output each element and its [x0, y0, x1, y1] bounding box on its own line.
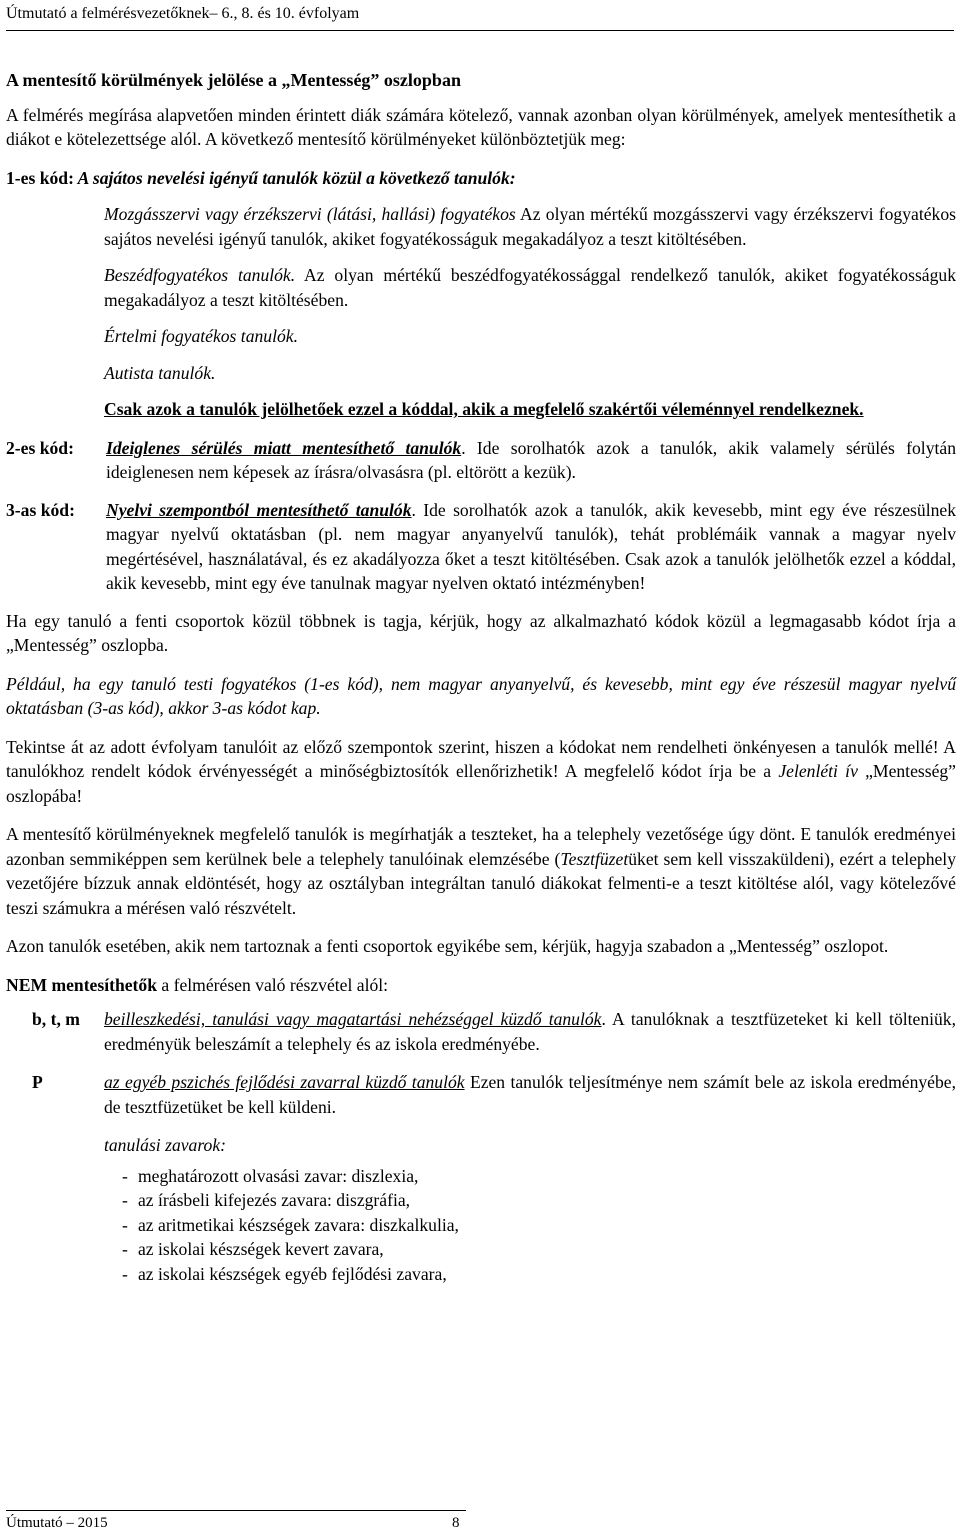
not-exempt-text: Ezen tanulók teljesítménye nem számít bele az iskola eredményébe, de tesztfüzetüket be kell küldeni. — [104, 1072, 956, 1117]
intro-text-2: A következő mentesítő körülményeket különböztetjük meg: — [201, 129, 626, 149]
review-text-italic: Jelenléti ív — [778, 761, 858, 781]
page-content — [6, 68, 956, 1286]
code-2-title: Ideiglenes sérülés miatt mentesíthető tanulók — [106, 437, 462, 458]
code-1-item-title: Értelmi fogyatékos tanulók. — [104, 326, 298, 346]
example-paragraph: Például, ha egy tanuló testi fogyatékos (1-es kód), nem magyar anyanyelvű, és kevesebb, mint egy éve részesül magyar nyelvű oktatásban (3-as kód), akkor 3-as kódot kap. — [6, 673, 956, 718]
intro-text-1: A felmérés megírása alapvetően minden érintett diák számára kötelező, vannak azonban olyan körülmények, amelyek mentesíthetik a diákot e kötelezettsége alól. — [6, 104, 956, 149]
code-1-title: A sajátos nevelési igényű tanulók közül a következő tanulók: — [73, 167, 516, 188]
not-exempt-code: P — [32, 1072, 43, 1092]
review-paragraph — [6, 735, 956, 809]
multiple-groups-paragraph: Ha egy tanuló a fenti csoportok közül többnek is tagja, kérjük, hogy az alkalmazható kódok közül a legmagasabb kódot írja a „Mentesség” oszlopba. — [6, 610, 956, 655]
not-exempt-item-p — [6, 1070, 956, 1119]
section-title: A mentesítő körülmények jelölése a „Mentesség” oszlopban — [6, 70, 461, 90]
not-exempt-label-rest: a felmérésen való részvétel alól: — [157, 974, 389, 995]
code-3-text: . Ide sorolhatók azok a tanulók, akik kevesebb, mint egy éve részesülnek magyar nyelvű oktatásban (pl. nem magyar anyanyelvű tanulók), tehát problémáik vannak a magyar nyelv megértésével, használatával, és ez akadályozza őket a teszt kitöltésében. Csak azok a tanulók jelölhetők ezzel a kóddal, akik kevesebb, mint egy éve tanulnak magyar nyelven oktató intézményben! — [106, 499, 956, 593]
list-item: - az iskolai készségek kevert zavara, — [104, 1237, 956, 1262]
code-3-block — [6, 498, 956, 596]
not-exempt-heading — [6, 973, 956, 998]
intro-paragraph — [6, 103, 956, 152]
code-3-title: Nyelvi szempontból mentesíthető tanulók — [106, 499, 412, 520]
running-footer — [6, 1510, 466, 1532]
not-exempt-title: az egyéb pszichés fejlődési zavarral küzdő tanulók — [104, 1072, 465, 1092]
not-exempt-title: beilleszkedési, tanulási vagy magatartási nehézséggel küzdő tanulók — [104, 1009, 602, 1029]
not-exempt-label-bold: NEM mentesíthetők — [6, 974, 157, 995]
page-number: 8 — [452, 1515, 460, 1531]
list-item: - meghatározott olvasási zavar: diszlexia, — [104, 1164, 956, 1189]
not-exempt-text: . A tanulóknak a tesztfüzeteket ki kell tölteniük, eredményük beleszámít a telephely és az iskola eredményébe. — [104, 1009, 957, 1054]
code-1-item — [104, 202, 956, 251]
code-1-item — [104, 324, 956, 349]
list-item: - az írásbeli kifejezés zavara: diszgráfia, — [104, 1188, 956, 1213]
list-item: - az iskolai készségek egyéb fejlődési zavara, — [104, 1262, 956, 1287]
code-1-item-text: Az olyan mértékű beszédfogyatékossággal rendelkező tanulók, akiket fogyatékosságuk megakadályoz a teszt kitöltésében. — [104, 265, 956, 310]
results-text-italic: Tesztfüzet — [560, 848, 629, 869]
code-1-item-title: Mozgásszervi vagy érzékszervi (látási, hallási) fogyatékos — [104, 204, 516, 224]
review-text-pre: Tekintse át az adott évfolyam tanulóit az előző szempontok szerint, hiszen a kódokat nem rendelheti önkényesen a tanulók mellé! A tanulókhoz rendelt kódok érvényességét a minőségbiztosítók ellenőrizhetik! A megfelelő kódot írja be a — [6, 736, 956, 781]
code-2-text: . Ide sorolhatók azok a tanulók, akik valamely sérülés folytán ideiglenesen nem képesek az írásra/olvasásra (pl. eltörött a kezük). — [106, 437, 956, 482]
running-header: Útmutató a felmérésvezetőknek– 6., 8. és 10. évfolyam — [6, 4, 954, 31]
code-1-item-title: Beszédfogyatékos tanulók. — [104, 265, 296, 285]
footer-left: Útmutató – 2015 — [6, 1515, 108, 1531]
learning-disorders-list — [104, 1164, 956, 1287]
code-1-label: 1-es kód: — [6, 167, 74, 188]
results-text-pre: A mentesítő körülményeknek megfelelő tanulók is megírhatják a teszteket, ha a telephely vezetősége úgy dönt. E tanulók eredményei azonban semmiképpen sem kerülnek bele a telephely tanulóinak elemzésébe ( — [6, 824, 956, 869]
code-2-block — [6, 436, 956, 485]
results-text-post: üket sem kell visszaküldeni), ezért a telephely vezetőjére bízzuk annak eldöntését, hogy az osztályban integráltan tanuló diákokat felmenti-e a teszt kitöltése alól, vagy kötelezővé teszi számukra a mérésen való részvételt. — [6, 848, 956, 918]
learning-disorders-label: tanulási zavarok: — [104, 1135, 227, 1155]
not-exempt-code: b, t, m — [32, 1009, 80, 1029]
code-3-label: 3-as kód: — [6, 499, 75, 520]
results-paragraph — [6, 822, 956, 920]
list-item: - az aritmetikai készségek zavara: diszkalkulia, — [104, 1213, 956, 1238]
code-2-label: 2-es kód: — [6, 437, 74, 458]
code-1-item — [104, 361, 956, 386]
code-1-item-text: Az olyan mértékű mozgásszervi vagy érzékszervi fogyatékos sajátos nevelési igényű tanulók, akiket fogyatékosságuk megakadályoz a teszt kitöltésében. — [104, 204, 956, 249]
not-exempt-item-btm — [6, 1007, 956, 1056]
review-text-post: „Mentesség” oszlopába! — [6, 761, 956, 806]
code-1-item — [104, 263, 956, 312]
code-1-item-title: Autista tanulók. — [104, 362, 216, 383]
none-paragraph: Azon tanulók esetében, akik nem tartoznak a fenti csoportok egyikébe sem, kérjük, hagyja szabadon a „Mentesség” oszlopot. — [6, 936, 889, 956]
code-1-note: Csak azok a tanulók jelölhetőek ezzel a kóddal, akik a megfelelő szakértői véleménnyel rendelkeznek. — [104, 399, 864, 419]
code-1-heading — [6, 166, 956, 191]
